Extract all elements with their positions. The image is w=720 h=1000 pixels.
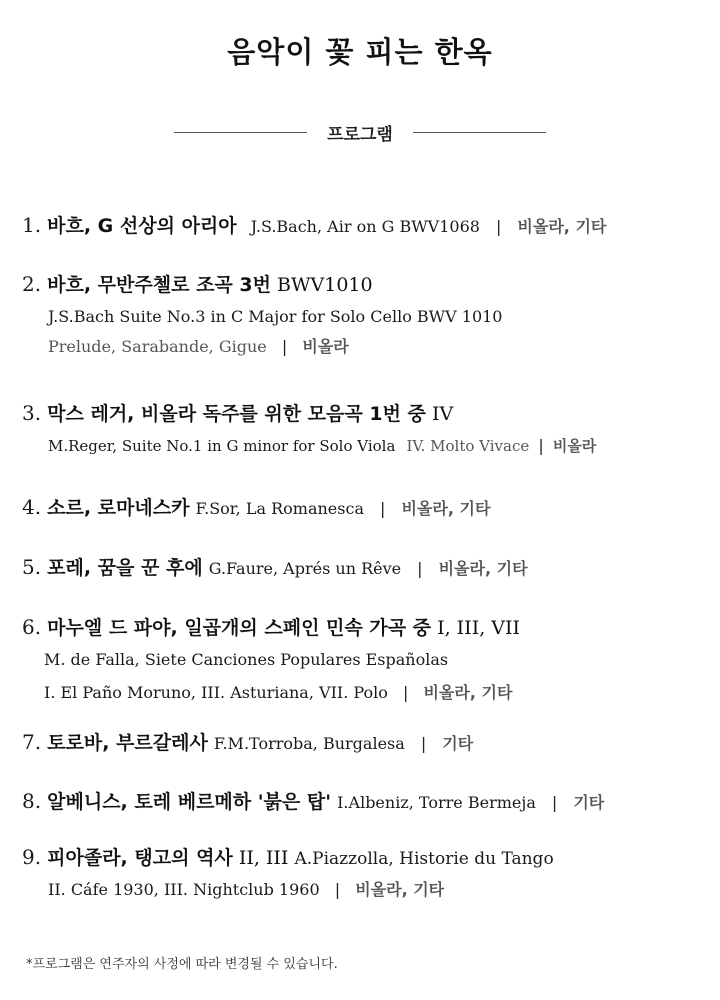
item-title-en: F.Sor, La Romanesca [195, 499, 364, 518]
item-number: 1. [22, 213, 42, 237]
item-subline [22, 652, 712, 668]
item-subline [22, 309, 712, 325]
item-instruments: 비올라 [302, 337, 349, 356]
program-item-6 [22, 617, 712, 701]
separator: | [538, 436, 544, 455]
item-title-ko: 토로바, 부르갈레사 [47, 732, 208, 754]
item-number: 5. [22, 555, 42, 579]
separator: | [402, 683, 409, 702]
item-title-ko: 피아졸라, 탱고의 역사 [47, 847, 233, 869]
item-title-ko: 포레, 꿈을 꾼 후에 [47, 557, 203, 579]
program-item-8 [22, 791, 712, 812]
item-number: 3. [22, 401, 42, 425]
item-number: 2. [22, 272, 42, 296]
item-movements [22, 339, 712, 355]
item-number: 4. [22, 495, 42, 519]
program-item-5 [22, 557, 712, 578]
item-movements-text: I. El Paño Moruno, III. Asturiana, VII. Polo [44, 683, 388, 702]
item-title-en: I.Albeniz, Torre Bermeja [337, 793, 536, 812]
item-title-ko: 바흐, G 선상의 아리아 [47, 215, 237, 237]
item-title-en: G.Faure, Aprés un Rêve [208, 559, 402, 578]
page-title: 음악이 꽃 피는 한옥 [227, 35, 493, 69]
item-number: 9. [22, 845, 42, 869]
program-item-4 [22, 497, 712, 518]
separator: | [334, 880, 341, 899]
item-subline [22, 438, 712, 454]
item-instruments: 기타 [573, 793, 605, 812]
separator: | [420, 734, 427, 753]
item-instruments: 비올라, 기타 [355, 880, 445, 899]
item-title-en: M.Reger, Suite No.1 in G minor for Solo Viola [48, 437, 396, 455]
item-title-en: F.M.Torroba, Burgalesa [213, 734, 405, 753]
item-title-en: A.Piazzolla, Historie du Tango [294, 849, 554, 869]
program-item-3 [22, 403, 712, 454]
item-title-ko-tail: I, III, VII [437, 617, 521, 639]
divider-left [174, 132, 307, 133]
item-title-en: J.S.Bach Suite No.3 in C Major for Solo Cello BWV 1010 [48, 307, 503, 326]
separator: | [417, 559, 423, 578]
item-title-ko: 막스 레거, 비올라 독주를 위한 모음곡 1번 중 [47, 403, 426, 425]
item-title-en: J.S.Bach, Air on G BWV1068 [250, 217, 480, 236]
item-title-ko: 바흐, 무반주첼로 조곡 3번 [47, 274, 271, 296]
item-title-ko: 소르, 로마네스카 [47, 497, 190, 519]
separator: | [281, 337, 288, 356]
section-label: 프로그램 [327, 125, 393, 145]
item-number: 7. [22, 730, 42, 754]
item-title-ko-tail: IV [431, 403, 454, 425]
program-item-2 [22, 274, 712, 355]
item-title-ko: 알베니스, 토레 베르메하 '붉은 탑' [47, 791, 332, 813]
divider-right [413, 132, 546, 133]
item-instruments: 비올라, 기타 [438, 559, 528, 578]
program-item-7 [22, 732, 712, 753]
item-title-en: M. de Falla, Siete Canciones Populares Españolas [44, 650, 449, 669]
item-instruments: 비올라, 기타 [423, 683, 513, 702]
separator: | [551, 793, 558, 812]
item-instruments: 비올라 [552, 437, 597, 455]
item-movements [22, 685, 712, 701]
program-item-9 [22, 847, 712, 898]
item-instruments: 기타 [442, 734, 474, 753]
item-title-ko-tail: BWV1010 [277, 274, 373, 296]
item-movement-text: IV. Molto Vivace [406, 437, 530, 455]
item-movements [22, 882, 712, 898]
separator: | [380, 499, 386, 518]
section-heading [0, 120, 720, 145]
item-movements-text: II. Cáfe 1930, III. Nightclub 1960 [48, 880, 320, 899]
item-number: 6. [22, 615, 42, 639]
item-number: 8. [22, 789, 42, 813]
separator: | [495, 217, 502, 236]
item-instruments: 비올라, 기타 [517, 217, 607, 236]
program-item-1 [22, 215, 712, 236]
item-title-ko: 마누엘 드 파야, 일곱개의 스페인 민속 가곡 중 [47, 617, 432, 639]
item-instruments: 비올라, 기타 [401, 499, 491, 518]
item-title-ko-tail: II, III [238, 847, 289, 869]
footnote: *프로그램은 연주자의 사정에 따라 변경될 수 있습니다. [26, 957, 338, 972]
item-movements-text: Prelude, Sarabande, Gigue [48, 337, 267, 356]
